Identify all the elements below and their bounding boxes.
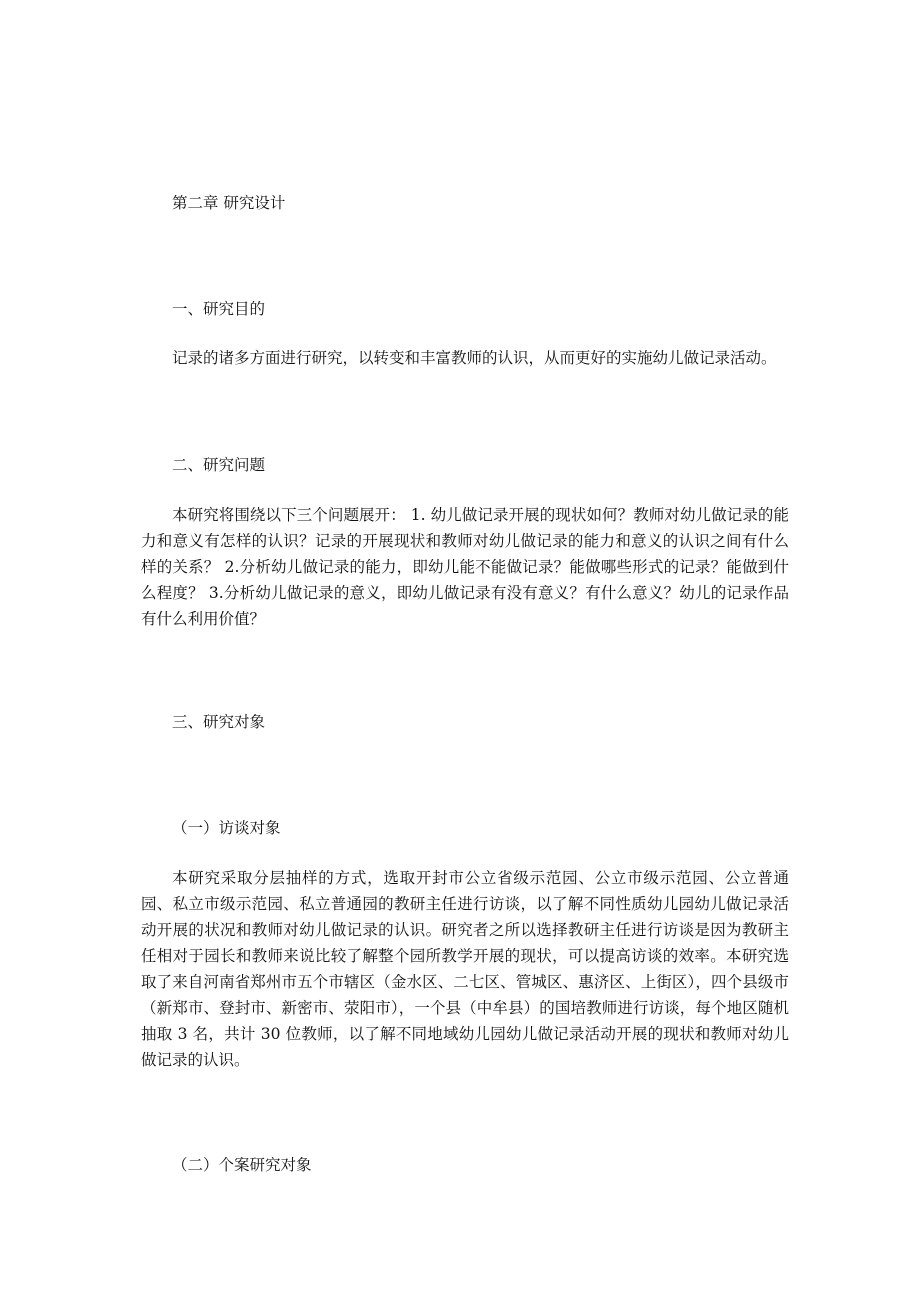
subsection-heading-case-study: （二）个案研究对象: [172, 1156, 312, 1174]
subsection-heading-interview: （一）访谈对象: [172, 819, 281, 837]
section-paragraph-purpose: 记录的诸多方面进行研究，以转变和丰富教师的认识，从而更好的实施幼儿做记录活动。: [172, 349, 777, 367]
chapter-title: 第二章 研究设计: [172, 194, 286, 212]
subsection-paragraph-interview: 本研究采取分层抽样的方式，选取开封市公立省级示范园、公立市级示范园、公立普通园、私立市级示范园、私立普通园的教研主任进行访谈，以了解不同性质幼儿园幼儿做记录活动开展的状况和教师对幼儿做记录的认识。研究者之所以选择教研主任进行访谈是因为教研主任相对于园长和教师来说比较了解整个园所教学开展的现状，可以提高访谈的效率。本研究选取了来自河南省郑州市五个市辖区（金水区、二七区、管城区、惠济区、上街区），四个县级市（新郑市、登封市、新密市、荥阳市），一个县（中牟县）的国培教师进行访谈，每个地区随机抽取 3 名，共计 30 位教师，以了解不同地域幼儿园幼儿做记录活动开展的现状和教师对幼儿做记录的认识。: [141, 869, 789, 1069]
section-heading-questions: 二、研究问题: [172, 456, 266, 474]
section-heading-subjects: 三、研究对象: [172, 713, 266, 731]
section-paragraph-questions: 本研究将围绕以下三个问题展开： 1. 幼儿做记录开展的现状如何？教师对幼儿做记录的能力和意义有怎样的认识？记录的开展现状和教师对幼儿做记录的能力和意义的认识之间有什么样的关系？ 2.分析幼儿做记录的能力，即幼儿能不能做记录？能做哪些形式的记录？能做到什么程度？ 3.分析幼儿做记录的意义，即幼儿做记录有没有意义？有什么意义？幼儿的记录作品有什么利用价值？: [141, 506, 789, 628]
section-heading-purpose: 一、研究目的: [172, 300, 266, 318]
